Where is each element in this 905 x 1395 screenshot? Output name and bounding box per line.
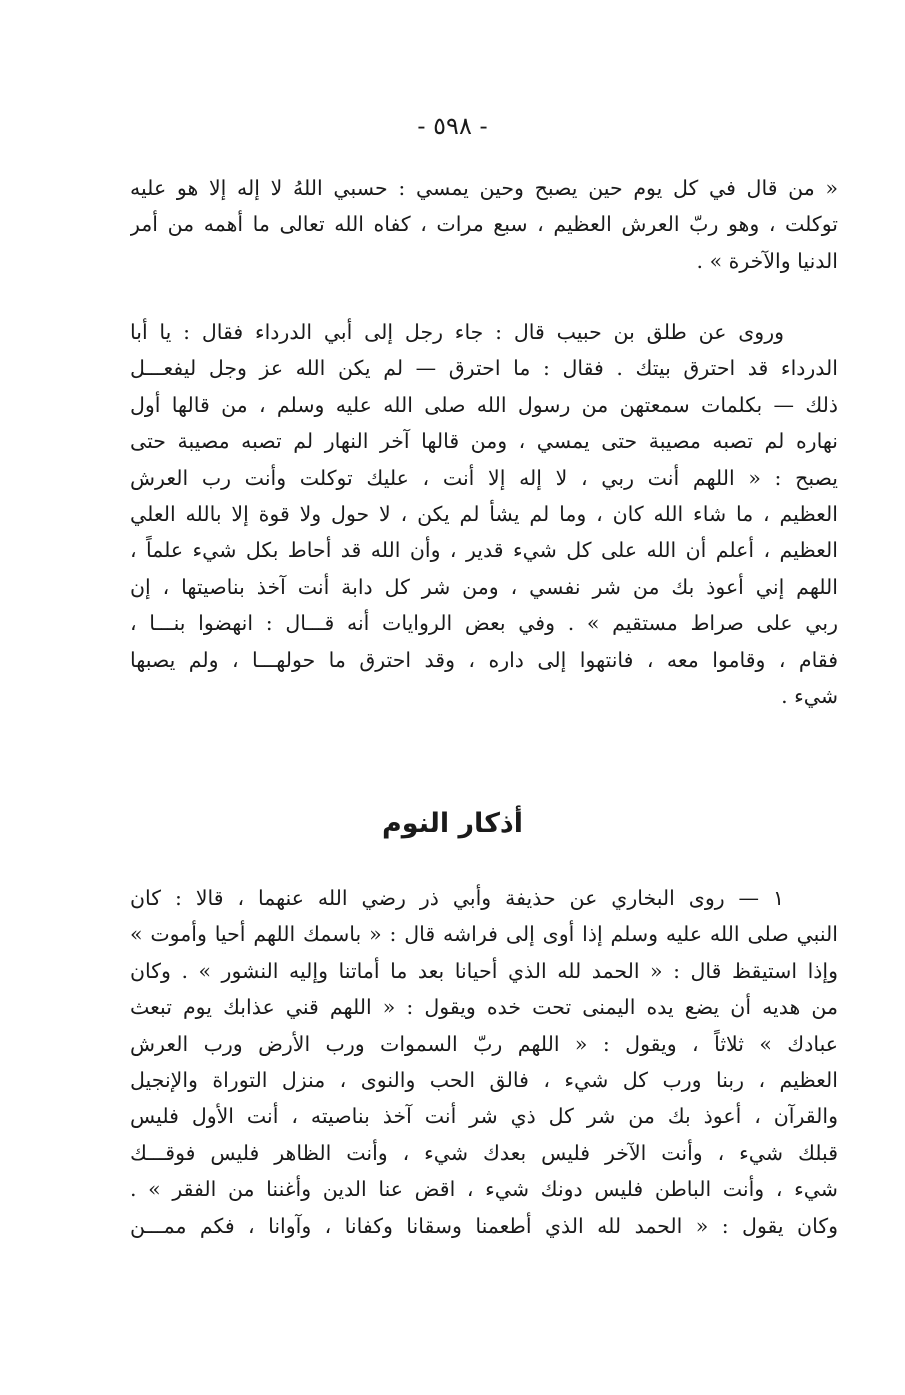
- section-heading: أذكار النوم: [381, 808, 524, 839]
- text-line: فقام ، وقاموا معه ، فانتهوا إلى داره ، وقد احترق ما حولهـــا ، ولم يصبها: [130, 647, 838, 672]
- page-number: - ٥٩٨ -: [417, 112, 488, 140]
- text-line: وإذا استيقظ قال : « الحمد لله الذي أحيانا بعد ما أماتنا وإليه النشور » . وكان: [130, 958, 838, 983]
- text-line: من هديه أن يضع يده اليمنى تحت خده ويقول : « اللهم قني عذابك يوم تبعث: [130, 995, 838, 1020]
- text-line: قبلك شيء ، وأنت الآخر فليس بعدك شيء ، وأنت الظاهر فليس فوقـــك: [130, 1140, 838, 1165]
- text-line: عبادك » ثلاثاً ، ويقول : « اللهم ربّ السموات ورب الأرض ورب العرش: [130, 1031, 838, 1056]
- text-line: شيء .: [781, 684, 838, 709]
- text-line: ١ — روى البخاري عن حذيفة وأبي ذر رضي الله عنهما ، قالا : كان: [130, 886, 784, 910]
- text-line: النبي صلى الله عليه وسلم إذا أوى إلى فراشه قال : « باسمك اللهم أحيا وأموت »: [130, 922, 838, 947]
- text-line: نهاره لم تصبه مصيبة حتى يمسي ، ومن قالها آخر النهار لم تصبه مصيبة حتى: [130, 429, 838, 454]
- text-line: ربي على صراط مستقيم » . وفي بعض الروايات أنه قـــال : انهضوا بنـــا ،: [130, 611, 838, 636]
- text-line: يصبح : « اللهم أنت ربي ، لا إله إلا أنت ، عليك توكلت وأنت رب العرش: [130, 465, 838, 490]
- text-line: « من قال في كل يوم حين يصبح وحين يمسي : حسبي اللهُ لا إله إلا هو عليه: [130, 176, 838, 200]
- paragraph-abu-darda-story: [130, 314, 838, 714]
- text-line: العظيم ، ما شاء الله كان ، وما لم يشأ لم يكن ، لا حول ولا قوة إلا بالله العلي: [130, 502, 838, 527]
- text-line: الدنيا والآخرة » .: [696, 248, 838, 273]
- text-line: شيء ، وأنت الباطن فليس دونك شيء ، اقض عنا الدين وأغننا من الفقر » .: [130, 1177, 838, 1202]
- text-line: والقرآن ، أعوذ بك من شر كل ذي شر أنت آخذ بناصيته ، أنت الأول فليس: [130, 1104, 838, 1129]
- text-line: العظيم ، ربنا ورب كل شيء ، فالق الحب والنوى ، منزل التوراة والإنجيل: [130, 1068, 838, 1093]
- text-line: اللهم إني أعوذ بك من شر نفسي ، ومن شر كل دابة أنت آخذ بناصيتها ، إن: [130, 574, 838, 599]
- paragraph-dhikr-hasbiyallah: [130, 170, 838, 279]
- text-line: وكان يقول : « الحمد لله الذي أطعمنا وسقانا وكفانا ، وآوانا ، فكم ممـــن: [130, 1213, 838, 1238]
- paragraph-sleep-adhkar: [130, 880, 838, 1244]
- text-line: ذلك — بكلمات سمعتهن من رسول الله صلى الله عليه وسلم ، من قالها أول: [130, 392, 838, 417]
- text-line: العظيم ، أعلم أن الله على كل شيء قدير ، وأن الله قد أحاط بكل شيء علماً ،: [130, 538, 838, 563]
- text-line: الدرداء قد احترق بيتك . فقال : ما احترق — لم يكن الله عز وجل ليفعـــل: [130, 356, 838, 381]
- text-line: وروى عن طلق بن حبيب قال : جاء رجل إلى أبي الدرداء فقال : يا أبا: [130, 320, 784, 344]
- text-line: توكلت ، وهو ربّ العرش العظيم ، سبع مرات ، كفاه الله تعالى ما أهمه من أمر: [130, 212, 838, 237]
